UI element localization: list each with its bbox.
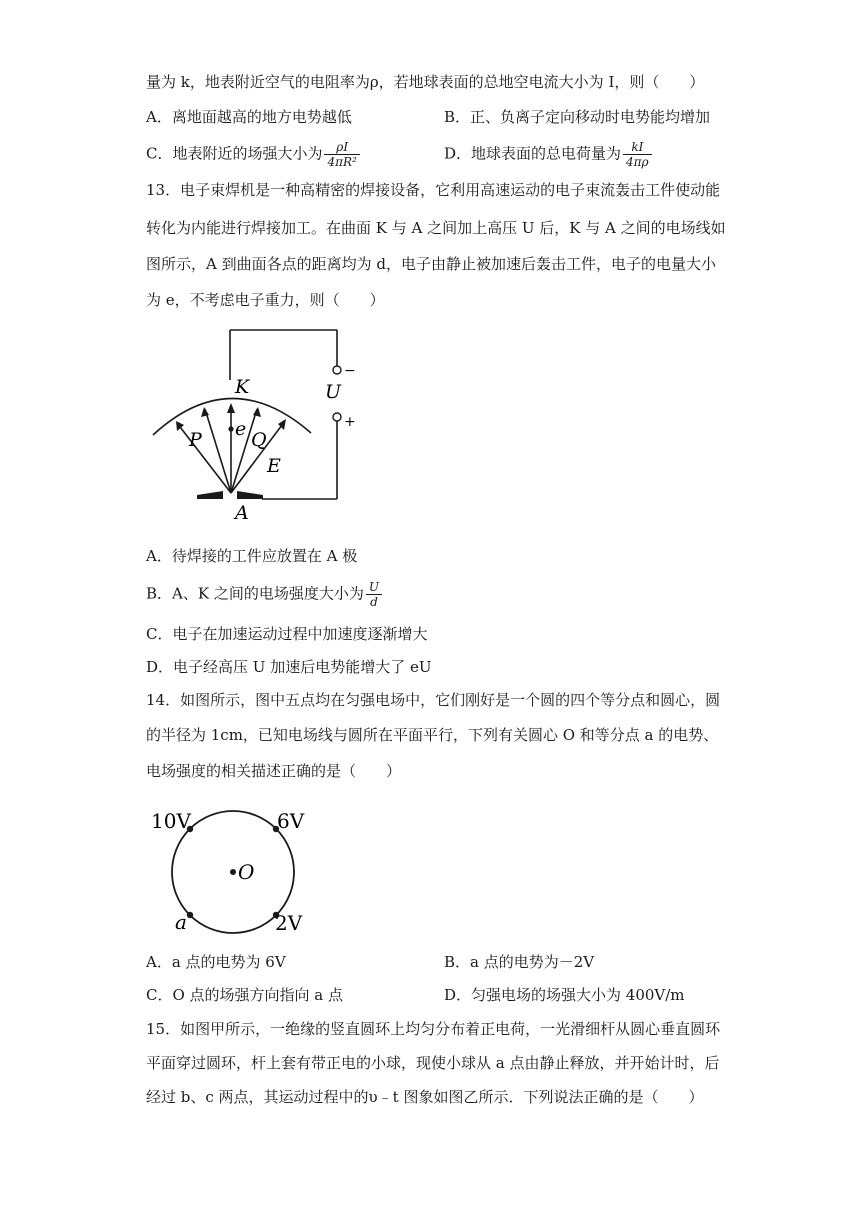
label-plus: +: [344, 414, 356, 430]
fraction-denominator: 4πρ: [626, 155, 649, 169]
q13-option-b-fraction: [366, 580, 382, 609]
q13-option-d[interactable]: D．电子经高压 U 加速后电势能增大了 eU: [146, 658, 432, 676]
q14-circle-figure: [145, 805, 315, 935]
q12-option-c-text: C．地表附近的场强大小为: [146, 144, 323, 163]
q13-stem-line-2: 转化为内能进行焊接加工。在曲面 K 与 A 之间加上高压 U 后，K 与 A 之间的电场线如: [146, 219, 726, 237]
q13-option-b[interactable]: [146, 580, 384, 609]
q12-option-d-text: D．地球表面的总电荷量为: [444, 144, 622, 163]
q14-option-d[interactable]: D．匀强电场的场强大小为 400V/m: [444, 986, 685, 1004]
label-e: e: [235, 418, 247, 440]
label-P: P: [189, 429, 202, 451]
q13-stem-line-4: 为 e，不考虑电子重力，则（ ）: [146, 291, 385, 309]
label-K: K: [235, 376, 250, 398]
q15-stem-line-1: 15．如图甲所示，一绝缘的竖直圆环上均匀分布着正电荷，一光滑细杆从圆心垂直圆环: [146, 1020, 721, 1038]
fraction-numerator: kI: [623, 140, 652, 155]
label-6V: 6V: [277, 809, 305, 833]
fraction-denominator: d: [370, 595, 378, 609]
q12-option-c-fraction: [324, 140, 359, 169]
q13-stem-line-1: 13．电子束焊机是一种高精密的焊接设备，它利用高速运动的电子束流轰击工件使动能: [146, 181, 721, 199]
terminal-minus-icon: [333, 366, 341, 374]
q13-option-a[interactable]: A．待焊接的工件应放置在 A 极: [146, 547, 358, 565]
label-a: a: [175, 910, 187, 934]
label-minus: −: [344, 363, 356, 379]
label-2V: 2V: [275, 911, 303, 935]
q12-option-a[interactable]: A．离地面越高的地方电势越低: [146, 108, 352, 126]
label-10V: 10V: [151, 809, 191, 833]
q14-option-a[interactable]: A．a 点的电势为 6V: [146, 953, 286, 971]
q14-stem-line-3: 电场强度的相关描述正确的是（ ）: [146, 762, 402, 780]
label-E: E: [267, 455, 281, 477]
q13-option-c[interactable]: C．电子在加速运动过程中加速度逐渐增大: [146, 625, 428, 643]
q12-option-d-fraction: [623, 140, 652, 169]
q13-electron-beam-figure: [145, 325, 385, 525]
q14-option-c[interactable]: C．O 点的场强方向指向 a 点: [146, 986, 344, 1004]
q14-stem-line-1: 14．如图所示，图中五点均在匀强电场中，它们刚好是一个圆的四个等分点和圆心，圆: [146, 691, 721, 709]
fraction-numerator: U: [366, 580, 382, 595]
label-U: U: [325, 381, 342, 403]
q14-stem-line-2: 的半径为 1cm，已知电场线与圆所在平面平行，下列有关圆心 O 和等分点 a 的电势、: [146, 726, 719, 744]
q15-stem-line-2: 平面穿过圆环，杆上套有带正电的小球，现使小球从 a 点由静止释放，并开始计时，后: [146, 1054, 720, 1072]
label-A: A: [235, 502, 249, 524]
label-Q: Q: [251, 429, 267, 451]
terminal-plus-icon: [333, 413, 341, 421]
q13-stem-line-3: 图所示，A 到曲面各点的距离均为 d，电子由静止被加速后轰击工件，电子的电量大小: [146, 255, 716, 273]
q13-option-b-text: B．A、K 之间的电场强度大小为: [146, 584, 364, 603]
label-O: O: [238, 860, 255, 884]
q14-option-b[interactable]: B．a 点的电势为－2V: [444, 953, 595, 971]
q15-stem-line-3: 经过 b、c 两点，其运动过程中的υ﹣t 图象如图乙所示．下列说法正确的是（ ）: [146, 1088, 704, 1106]
q12-stem-tail: 量为 k，地表附近空气的电阻率为ρ，若地球表面的总地空电流大小为 I，则（ ）: [146, 73, 705, 91]
q12-option-d[interactable]: [444, 140, 654, 169]
q12-option-b[interactable]: B．正、负离子定向移动时电势能均增加: [444, 108, 711, 126]
fraction-numerator: ρI: [324, 140, 359, 155]
fraction-denominator: 4πR²: [327, 155, 357, 169]
q12-option-c[interactable]: [146, 140, 362, 169]
